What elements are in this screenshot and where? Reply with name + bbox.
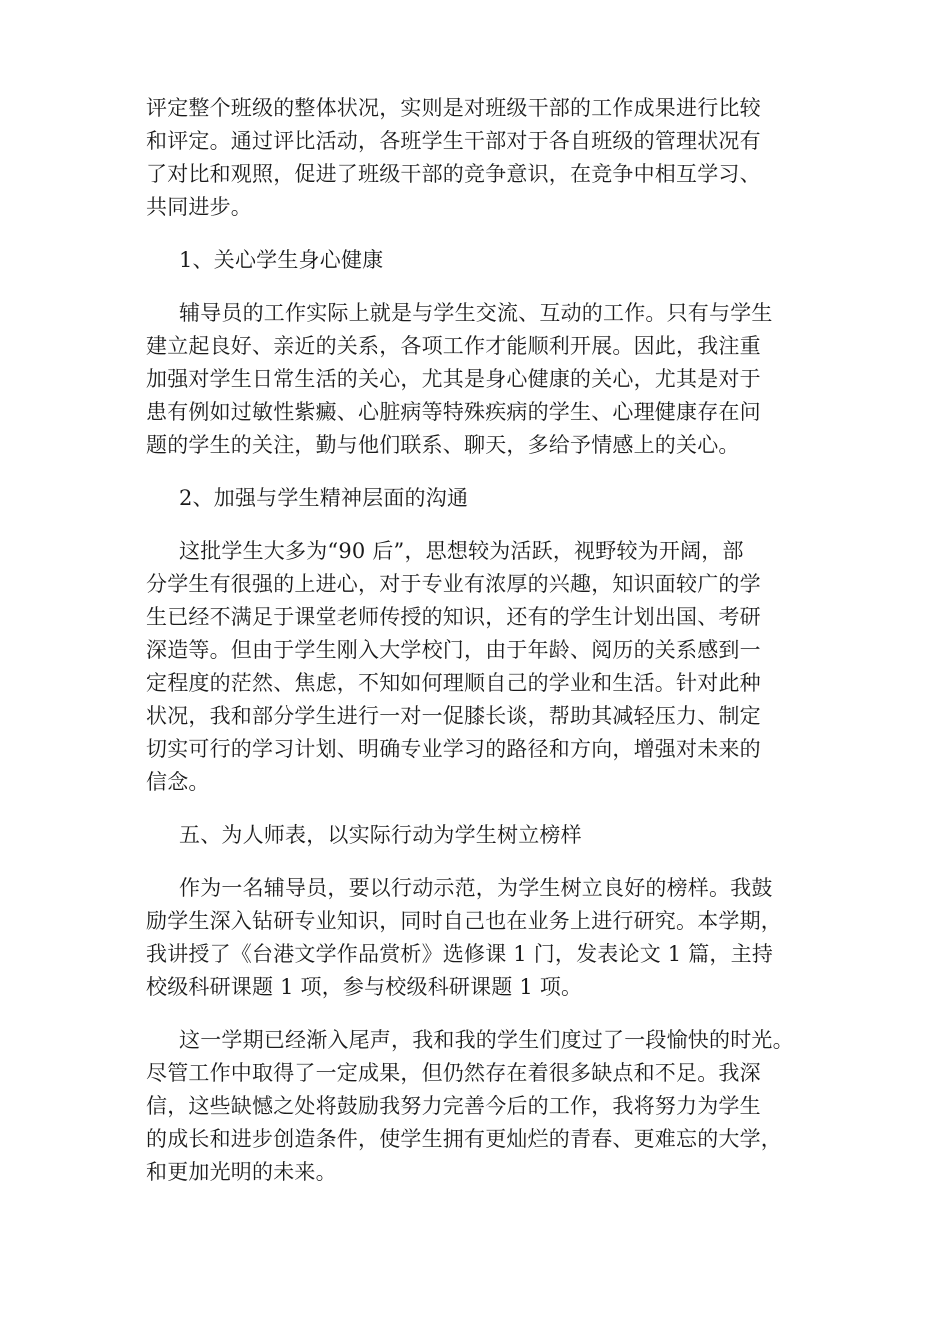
text-line: 建立起良好、亲近的关系，各项工作才能顺利开展。因此，我注重	[146, 334, 761, 358]
text-line: 分学生有很强的上进心，对于专业有浓厚的兴趣，知识面较广的学	[146, 572, 761, 596]
text-line: 题的学生的关注，勤与他们联系、聊天，多给予情感上的关心。	[146, 433, 740, 457]
paragraph-role-model	[146, 872, 826, 1004]
paragraph-continuation	[146, 92, 826, 224]
text-line: 校级科研课题 1 项，参与校级科研课题 1 项。	[146, 975, 583, 999]
heading-text: 2、加强与学生精神层面的沟通	[179, 486, 469, 510]
text-line: 了对比和观照，促进了班级干部的竞争意识，在竞争中相互学习、	[146, 162, 761, 186]
text-line: 患有例如过敏性紫癜、心脏病等特殊疾病的学生、心理健康存在问	[146, 400, 761, 424]
document-body	[146, 92, 826, 1189]
text-line: 的成长和进步创造条件，使学生拥有更灿烂的青春、更难忘的大学，	[146, 1127, 782, 1151]
text-line: 切实可行的学习计划、明确专业学习的路径和方向，增强对未来的	[146, 737, 761, 761]
section-heading-role-model	[146, 819, 826, 852]
text-line: 定程度的茫然、焦虑，不知如何理顺自己的学业和生活。针对此种	[146, 671, 761, 695]
text-line: 和评定。通过评比活动，各班学生干部对于各自班级的管理状况有	[146, 129, 761, 153]
section-heading-care-health	[146, 244, 826, 277]
heading-text: 五、为人师表，以实际行动为学生树立榜样	[179, 823, 582, 847]
text-line: 作为一名辅导员，要以行动示范，为学生树立良好的榜样。我鼓	[179, 876, 773, 900]
paragraph-care-health	[146, 297, 826, 462]
text-line: 深造等。但由于学生刚入大学校门，由于年龄、阅历的关系感到一	[146, 638, 761, 662]
section-heading-spiritual-communication	[146, 482, 826, 515]
text-line: 状况，我和部分学生进行一对一促膝长谈，帮助其减轻压力、制定	[146, 704, 761, 728]
text-line: 励学生深入钻研专业知识，同时自己也在业务上进行研究。本学期，	[146, 909, 782, 933]
text-line: 评定整个班级的整体状况，实则是对班级干部的工作成果进行比较	[146, 96, 761, 120]
text-line: 共同进步。	[146, 195, 252, 219]
text-line: 信念。	[146, 770, 210, 794]
text-line: 加强对学生日常生活的关心，尤其是身心健康的关心，尤其是对于	[146, 367, 761, 391]
paragraph-spiritual-communication	[146, 535, 826, 799]
text-line: 我讲授了《台港文学作品赏析》选修课 1 门，发表论文 1 篇，主持	[146, 942, 774, 966]
text-line: 生已经不满足于课堂老师传授的知识，还有的学生计划出国、考研	[146, 605, 761, 629]
text-line: 尽管工作中取得了一定成果，但仍然存在着很多缺点和不足。我深	[146, 1061, 761, 1085]
text-line: 辅导员的工作实际上就是与学生交流、互动的工作。只有与学生	[179, 301, 773, 325]
text-line: 这批学生大多为“90 后”，思想较为活跃，视野较为开阔，部	[179, 539, 744, 563]
text-line: 和更加光明的未来。	[146, 1160, 337, 1184]
paragraph-conclusion	[146, 1024, 826, 1189]
text-line: 信，这些缺憾之处将鼓励我努力完善今后的工作，我将努力为学生	[146, 1094, 761, 1118]
heading-text: 1、关心学生身心健康	[179, 248, 384, 272]
text-line: 这一学期已经渐入尾声，我和我的学生们度过了一段愉快的时光。	[179, 1028, 794, 1052]
